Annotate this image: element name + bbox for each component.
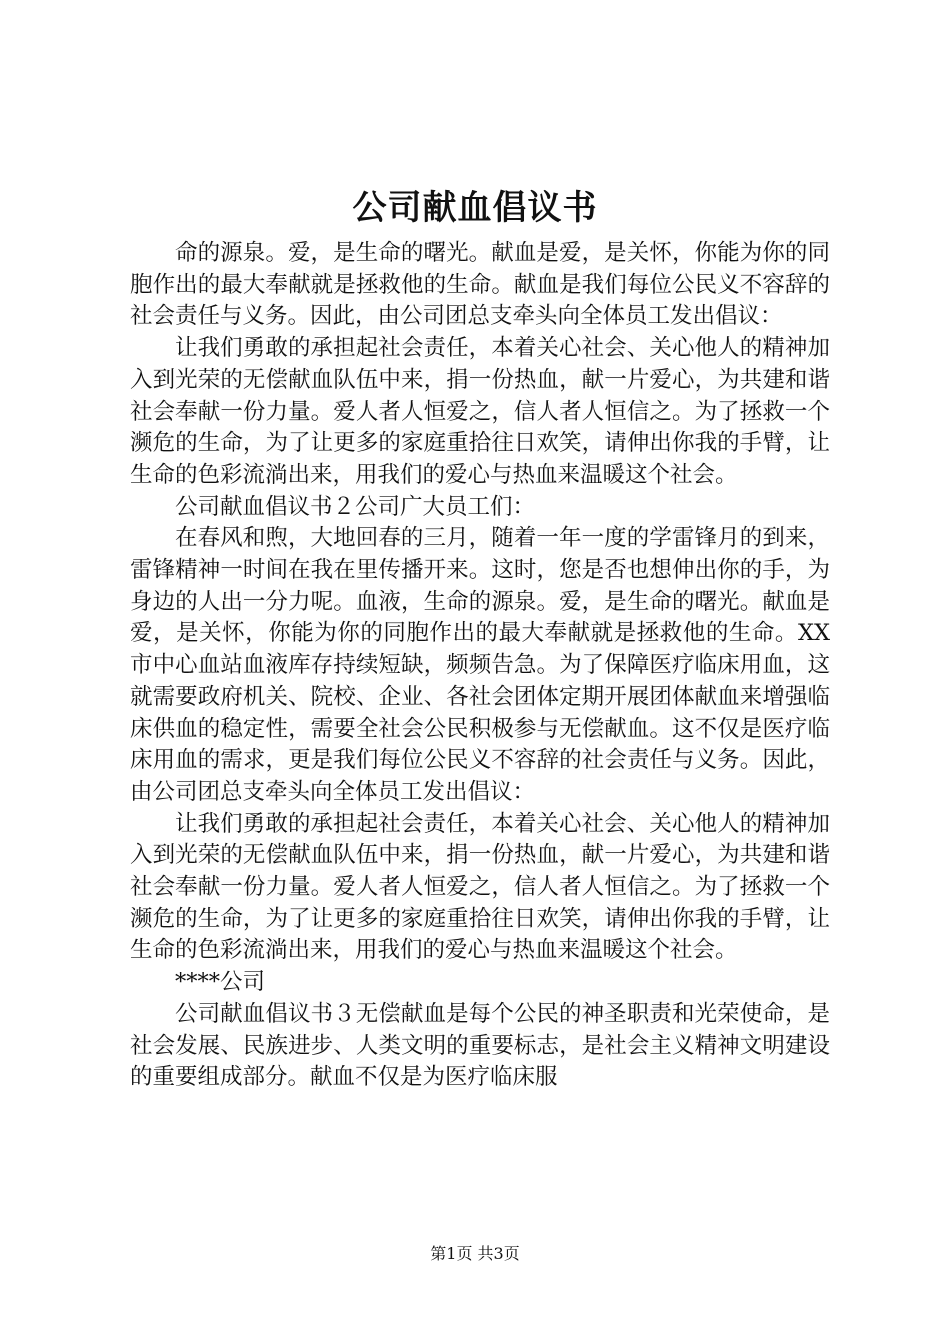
document-body [130,238,830,1094]
signature-line: ****公司 [175,969,266,996]
paragraph: 公司献血倡议书３无偿献血是每个公民的神圣职责和光荣使命，是社会发展、民族进步、人类文明的重要标志，是社会主义精神文明建设的重要组成部分。献血不仅是为医疗临床服 [130,1000,830,1091]
paragraph: 让我们勇敢的承担起社会责任，本着关心社会、关心他人的精神加入到光荣的无偿献血队伍中来，捐一份热血，献一片爱心，为共建和谐社会奉献一份力量。爱人者人恒爱之，信人者人恒信之。为了拯救一个濒危的生命，为了让更多的家庭重拾往日欢笑，请伸出你我的手臂，让生命的色彩流淌出来，用我们的爱心与热血来温暖这个社会。 [130,335,830,488]
paragraph: 在春风和煦，大地回春的三月，随着一年一度的学雷锋月的到来，雷锋精神一时间在我在里传播开来。这时，您是否也想伸出你的手，为身边的人出一分力呢。血液，生命的源泉。爱，是生命的曙光。献血是爱，是关怀，你能为你的同胞作出的最大奉献就是拯救他的生命。XX市中心血站血液库存持续短缺，频频告急。为了保障医疗临床用血，这就需要政府机关、院校、企业、各社会团体定期开展团体献血来增强临床供血的稳定性，需要全社会公民积极参与无偿献血。这不仅是医疗临床用血的需求，更是我们每位公民义不容辞的社会责任与义务。因此，由公司团总支牵头向全体员工发出倡议： [130,525,830,805]
paragraph: 公司献血倡议书２公司广大员工们： [175,493,536,520]
document-title: 公司献血倡议书 [352,188,598,228]
page-footer: 第1页 共3页 [430,1244,520,1263]
paragraph: 让我们勇敢的承担起社会责任，本着关心社会、关心他人的精神加入到光荣的无偿献血队伍中来，捐一份热血，献一片爱心，为共建和谐社会奉献一份力量。爱人者人恒爱之，信人者人恒信之。为了拯救一个濒危的生命，为了让更多的家庭重拾往日欢笑，请伸出你我的手臂，让生命的色彩流淌出来，用我们的爱心与热血来温暖这个社会。 [130,810,830,964]
paragraph: 命的源泉。爱，是生命的曙光。献血是爱，是关怀，你能为你的同胞作出的最大奉献就是拯救他的生命。献血是我们每位公民义不容辞的社会责任与义务。因此，由公司团总支牵头向全体员工发出倡议： [130,240,830,330]
